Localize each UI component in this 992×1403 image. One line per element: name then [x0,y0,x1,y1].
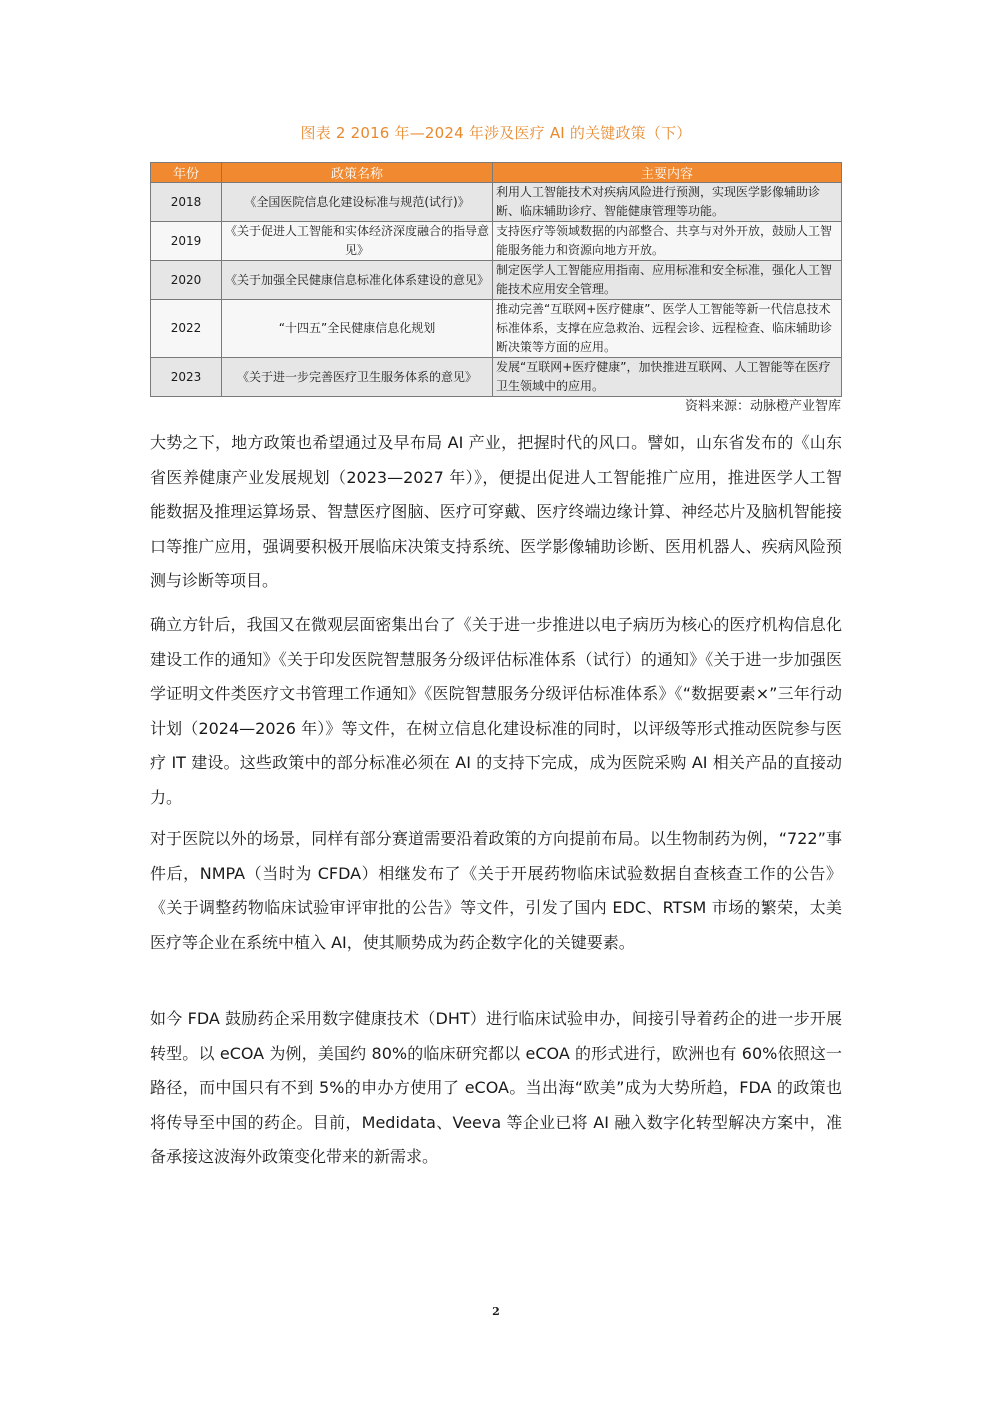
cell-year: 2020 [151,261,222,300]
cell-main-content: 制定医学人工智能应用指南、应用标准和安全标准，强化人工智能技术应用安全管理。 [493,261,842,300]
figure-caption: 图表 2 2016 年—2024 年涉及医疗 AI 的关键政策（下） [300,124,692,142]
table-row [151,300,842,358]
table-row [151,261,842,300]
cell-main-content: 推动完善“互联网+医疗健康”、医学人工智能等新一代信息技术标准体系，支撑在应急救治、远程会诊、远程检查、临床辅助诊断决策等方面的应用。 [493,300,842,358]
policy-table [150,162,842,397]
body-paragraph: 大势之下，地方政策也希望通过及早布局 AI 产业，把握时代的风口。譬如，山东省发布的《山东省医养健康产业发展规划（2023—2027 年）》，便提出促进人工智能推广应用，推进医学人工智能数据及推理运算场景、智慧医疗图脑、医疗可穿戴、医疗终端边缘计算、神经芯片及脑机智能接口等推广应用，强调要积极开展临床决策支持系统、医学影像辅助诊断、医用机器人、疾病风险预测与诊断等项目。 [150,433,842,590]
cell-main-content: 支持医疗等领域数据的内部整合、共享与对外开放，鼓励人工智能服务能力和资源向地方开放。 [493,222,842,261]
body-paragraph: 确立方针后，我国又在微观层面密集出台了《关于进一步推进以电子病历为核心的医疗机构信息化建设工作的通知》《关于印发医院智慧服务分级评估标准体系（试行）的通知》《关于进一步加强医学证明文件类医疗文书管理工作通知》《医院智慧服务分级评估标准体系》《“数据要素×”三年行动计划（2024—2026 年）》等文件，在树立信息化建设标准的同时，以评级等形式推动医院参与医疗 IT 建设。这些政策中的部分标准必须在 AI 的支持下完成，成为医院采购 AI 相关产品的直接动力。 [150,615,842,807]
body-paragraph: 对于医院以外的场景，同样有部分赛道需要沿着政策的方向提前布局。以生物制药为例，“722”事件后，NMPA（当时为 CFDA）相继发布了《关于开展药物临床试验数据自查核查工作的公告》《关于调整药物临床试验审评审批的公告》等文件，引发了国内 EDC、RTSM 市场的繁荣，太美医疗等企业在系统中植入 AI，使其顺势成为药企数字化的关键要素。 [150,829,842,952]
cell-main-content: 利用人工智能技术对疾病风险进行预测，实现医学影像辅助诊断、临床辅助诊疗、智能健康管理等功能。 [493,183,842,222]
table-header-row [151,163,842,183]
header-main-content: 主要内容 [493,163,842,183]
table-row [151,222,842,261]
cell-year: 2023 [151,358,222,397]
header-policy-name: 政策名称 [222,163,493,183]
table-row [151,183,842,222]
cell-policy-name: 《关于加强全民健康信息标准化体系建设的意见》 [222,261,493,300]
source-note: 资料来源：动脉橙产业智库 [684,399,841,414]
cell-policy-name: 《关于进一步完善医疗卫生服务体系的意见》 [222,358,493,397]
cell-year: 2018 [151,183,222,222]
body-paragraph: 如今 FDA 鼓励药企采用数字健康技术（DHT）进行临床试验申办，间接引导着药企的进一步开展转型。以 eCOA 为例，美国约 80%的临床研究都以 eCOA 的形式进行，欧洲也有 60%依照这一路径，而中国只有不到 5%的申办方使用了 eCOA。当出海“欧美”成为大势所趋，FDA 的政策也将传导至中国的药企。目前，Medidata、Veeva 等企业已将 AI 融入数字化转型解决方案中，准备承接这波海外政策变化带来的新需求。 [150,1009,842,1166]
cell-year: 2022 [151,300,222,358]
cell-policy-name: 《关于促进人工智能和实体经济深度融合的指导意见》 [222,222,493,261]
cell-policy-name: “十四五”全民健康信息化规划 [222,300,493,358]
table-row [151,358,842,397]
cell-policy-name: 《全国医院信息化建设标准与规范(试行)》 [222,183,493,222]
page-number: 2 [492,1305,500,1318]
cell-main-content: 发展“互联网+医疗健康”，加快推进互联网、人工智能等在医疗卫生领域中的应用。 [493,358,842,397]
header-year: 年份 [151,163,222,183]
cell-year: 2019 [151,222,222,261]
